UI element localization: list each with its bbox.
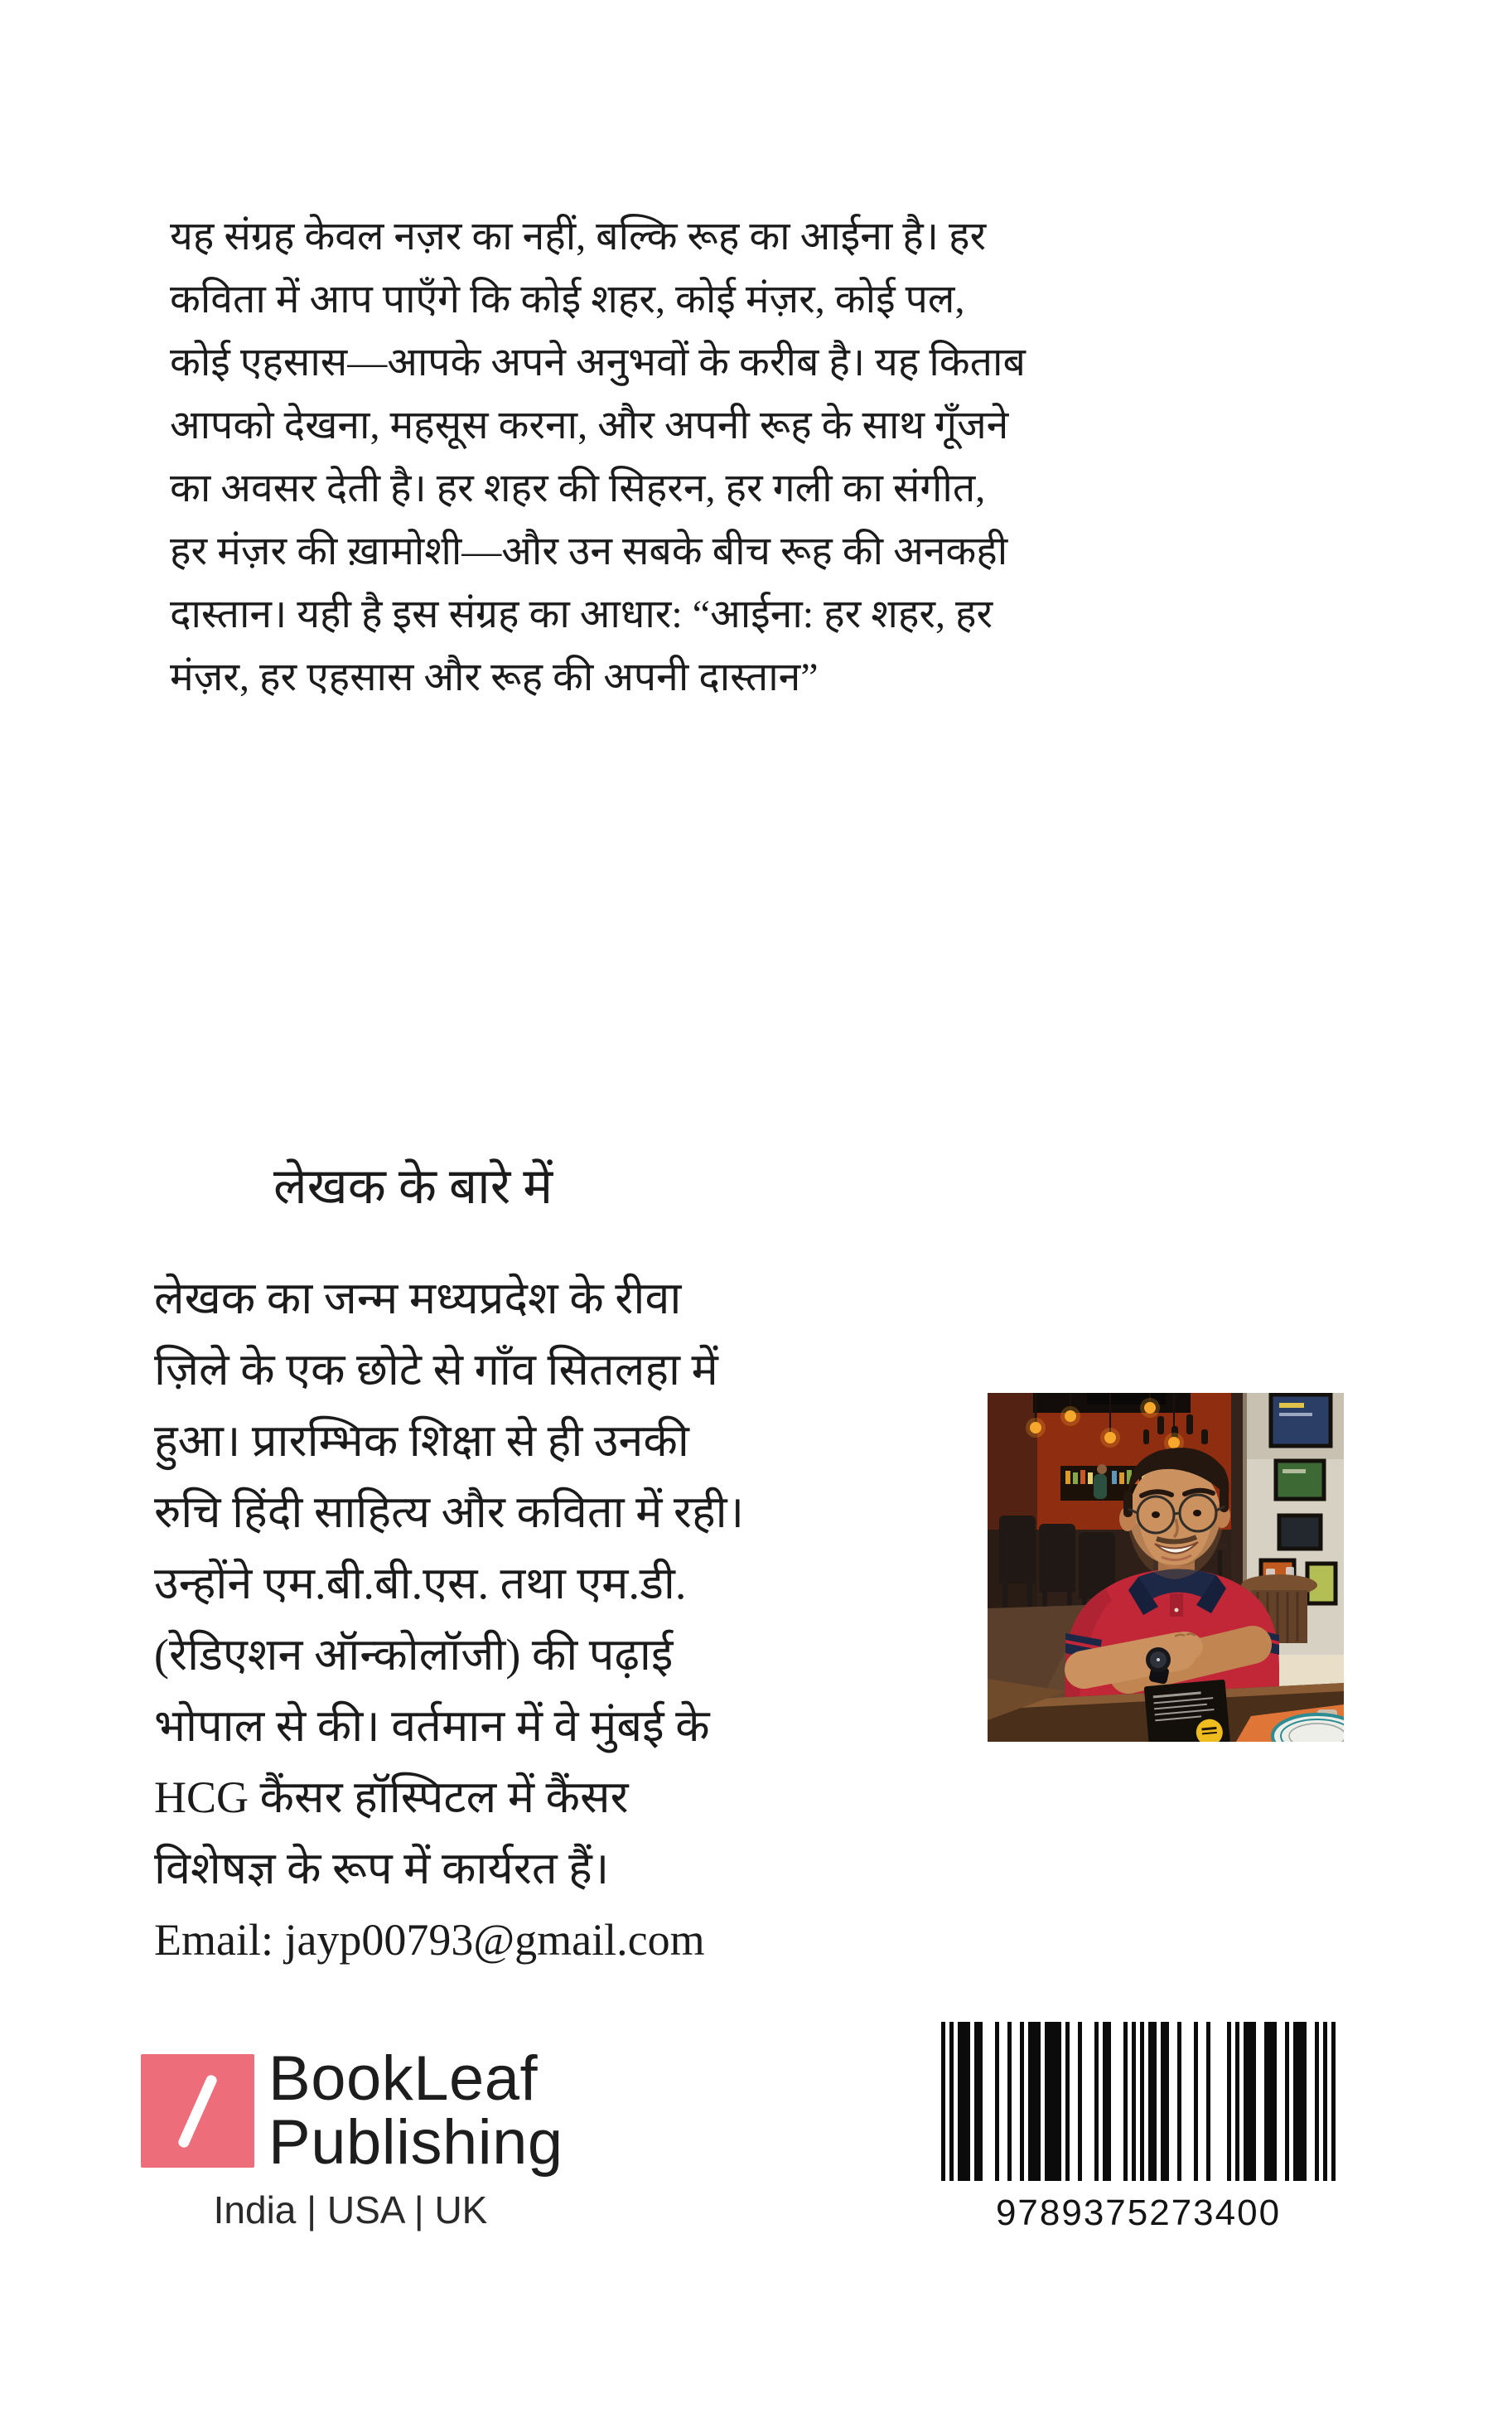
synopsis-line: कोई एहसास—आपके अपने अनुभवों के करीब है। यह किताब bbox=[170, 341, 1026, 384]
publisher-name-line1: BookLeaf bbox=[268, 2043, 539, 2114]
synopsis-line: हर मंज़र की ख़ामोशी—और उन सबके बीच रूह की अनकही bbox=[170, 529, 1008, 573]
bio-line: HCG कैंसर हॉस्पिटल में कैंसर bbox=[154, 1772, 629, 1822]
barcode-space bbox=[983, 2022, 995, 2181]
barcode-bar bbox=[1103, 2022, 1111, 2181]
publisher-regions: India | USA | UK bbox=[213, 2188, 488, 2231]
barcode-space bbox=[1111, 2022, 1123, 2181]
logo-slash-icon bbox=[176, 2073, 218, 2149]
synopsis-paragraph bbox=[170, 205, 1026, 709]
barcode-bar bbox=[1045, 2022, 1061, 2181]
barcode-bar bbox=[1293, 2022, 1306, 2181]
barcode-bar bbox=[1264, 2022, 1277, 2181]
publisher-logo-mark bbox=[141, 2054, 254, 2168]
barcode-bar bbox=[1244, 2022, 1256, 2181]
barcode-space bbox=[1169, 2022, 1177, 2181]
bio-line: हुआ। प्रारम्भिक शिक्षा से ही उनकी bbox=[154, 1416, 689, 1466]
barcode-space bbox=[1012, 2022, 1020, 2181]
barcode-bar bbox=[958, 2022, 970, 2181]
barcode-space bbox=[999, 2022, 1007, 2181]
author-photo bbox=[988, 1393, 1344, 1742]
synopsis-line: मंज़र, हर एहसास और रूह की अपनी दास्तान” bbox=[170, 655, 819, 699]
synopsis-line: यह संग्रह केवल नज़र का नहीं, बल्कि रूह का आईना है। हर bbox=[170, 215, 987, 259]
bio-line: ज़िले के एक छोटे से गाँव सितलहा में bbox=[154, 1345, 718, 1395]
publisher-name-line2: Publishing bbox=[268, 2107, 563, 2178]
barcode-space bbox=[1256, 2022, 1264, 2181]
barcode bbox=[941, 2022, 1336, 2181]
publisher-name bbox=[268, 2043, 563, 2178]
synopsis-line: कविता में आप पाएँगे कि कोई शहर, कोई मंज़र, कोई पल, bbox=[170, 278, 965, 322]
menu-card bbox=[1144, 1680, 1230, 1742]
bio-line: (रेडिएशन ऑन्कोलॉजी) की पढ़ाई bbox=[154, 1630, 674, 1680]
barcode-space bbox=[1070, 2022, 1078, 2181]
bio-line: भोपाल से की। वर्तमान में वे मुंबई के bbox=[154, 1701, 710, 1751]
barcode-bar bbox=[974, 2022, 983, 2181]
synopsis-line: का अवसर देती है। हर शहर की सिहरन, हर गली का संगीत, bbox=[170, 467, 986, 510]
author-bio bbox=[154, 1263, 744, 1975]
bio-line: लेखक का जन्म मध्यप्रदेश के रीवा bbox=[154, 1274, 682, 1323]
bio-line: रुचि हिंदी साहित्य और कविता में रही। bbox=[154, 1487, 745, 1537]
barcode-bar bbox=[1331, 2022, 1336, 2181]
synopsis-line: दास्तान। यही है इस संग्रह का आधार: “आईना: हर शहर, हर bbox=[170, 592, 993, 636]
about-author-heading: लेखक के बारे में bbox=[273, 1159, 553, 1214]
barcode-space bbox=[1198, 2022, 1206, 2181]
barcode-space bbox=[1277, 2022, 1285, 2181]
isbn-number: 9789375273400 bbox=[995, 2193, 1282, 2233]
bio-line: उन्होंने एम.बी.बी.एस. तथा एम.डी. bbox=[154, 1559, 687, 1608]
bio-email: Email: jayp00793@gmail.com bbox=[154, 1915, 705, 1965]
barcode-space bbox=[1082, 2022, 1094, 2181]
barcode-bar bbox=[1161, 2022, 1169, 2181]
synopsis-line: आपको देखना, महसूस करना, और अपनी रूह के साथ गूँजने bbox=[170, 404, 1009, 447]
barcode-bar bbox=[1148, 2022, 1157, 2181]
barcode-space bbox=[1307, 2022, 1315, 2181]
barcode-bar bbox=[1028, 2022, 1041, 2181]
barcode-space bbox=[1181, 2022, 1194, 2181]
bio-line: विशेषज्ञ के रूप में कार्यरत हैं। bbox=[154, 1844, 610, 1893]
barcode-space bbox=[1210, 2022, 1227, 2181]
